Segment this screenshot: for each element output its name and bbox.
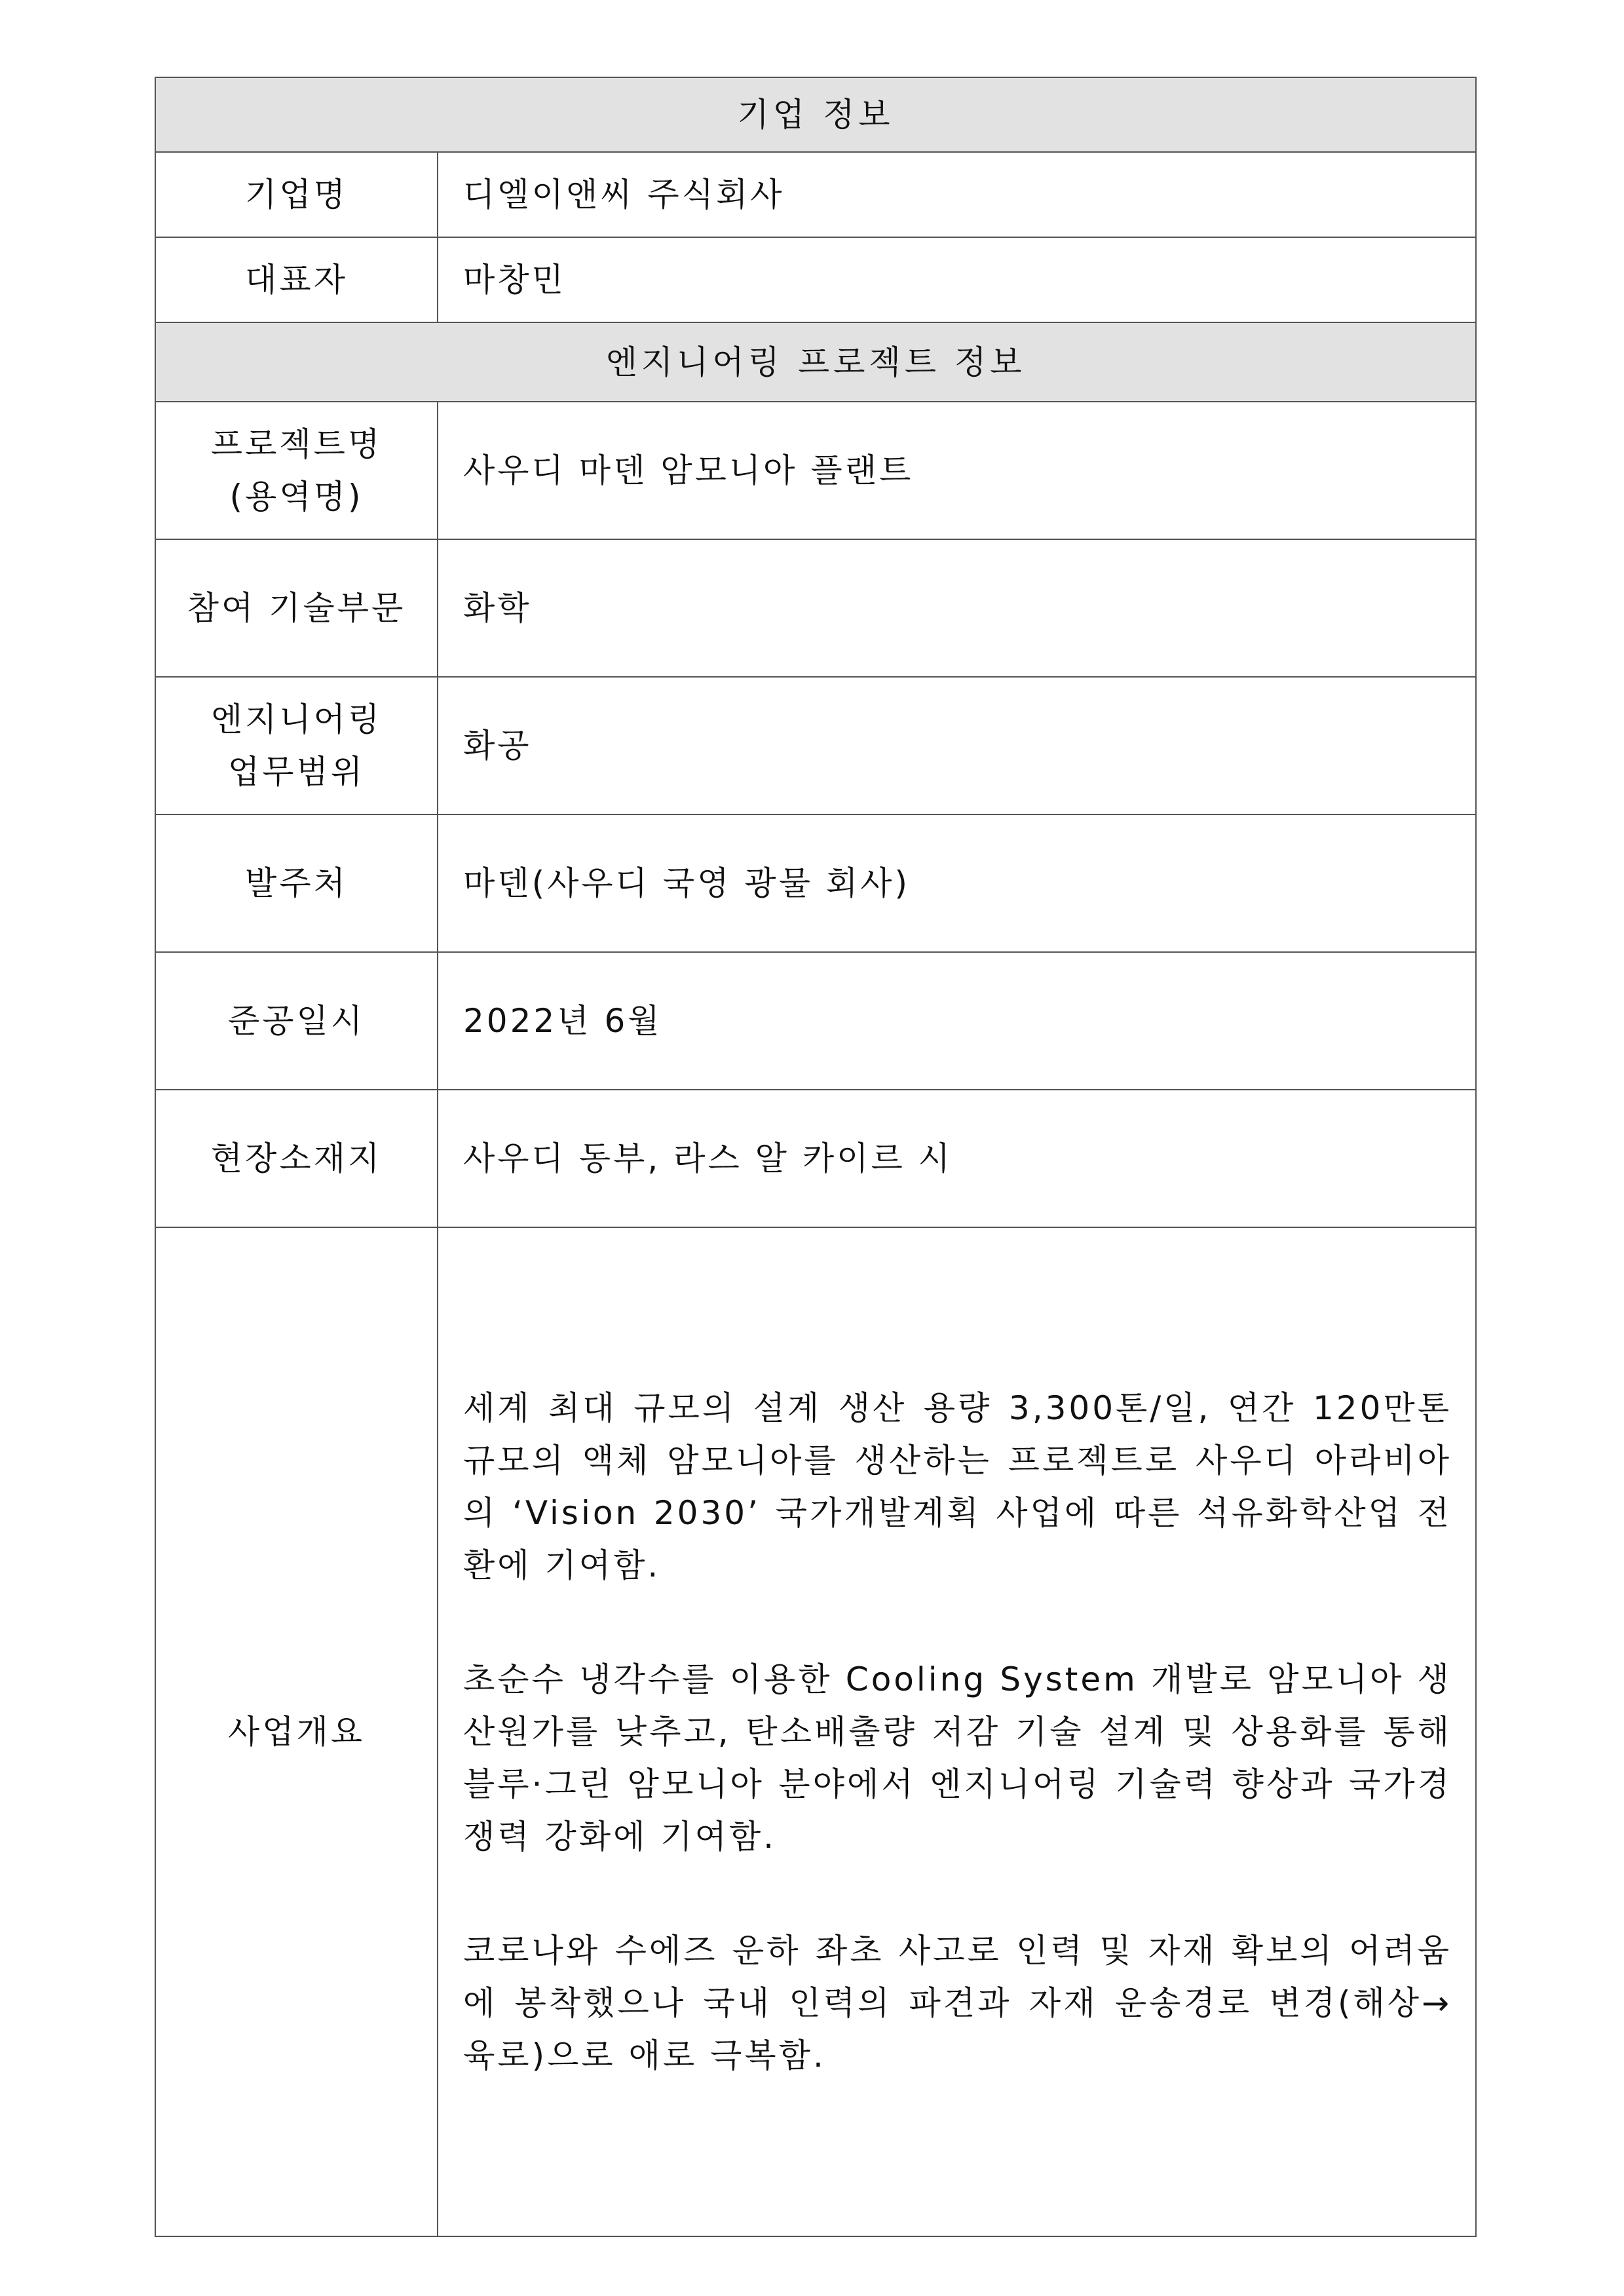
table-row	[155, 152, 1476, 237]
ceo-value: 마창민	[438, 237, 1476, 322]
table-row	[155, 677, 1476, 814]
scope-label-line1: 엔지니어링	[210, 700, 383, 738]
project-name-label-line2: (용역명)	[229, 478, 364, 516]
overview-paragraph-3: 코로나와 수에즈 운하 좌초 사고로 인력 및 자재 확보의 어려움에 봉착했으나 국내 인력의 파견과 자재 운송경로 변경(해상→육로)으로 애로 극복함.	[463, 1932, 1452, 2075]
ceo-label: 대표자	[155, 237, 438, 322]
table-row	[155, 952, 1476, 1090]
table-row	[155, 1090, 1476, 1227]
scope-label-line2: 업무범위	[227, 753, 366, 791]
location-label: 현장소재지	[155, 1090, 438, 1227]
location-value: 사우디 동부, 라스 알 카이르 시	[438, 1090, 1476, 1227]
scope-value: 화공	[438, 677, 1476, 814]
completion-value: 2022년 6월	[438, 952, 1476, 1090]
overview-label: 사업개요	[155, 1227, 438, 2236]
overview-paragraph-2: 초순수 냉각수를 이용한 Cooling System 개발로 암모니아 생산원가를 낮추고, 탄소배출량 저감 기술 설계 및 상용화를 통해 블루·그린 암모니아 분야에서 엔지니어링 기술력 향상과 국가경쟁력 강화에 기여함.	[463, 1660, 1452, 1856]
table-row	[155, 539, 1476, 677]
project-info-table	[155, 77, 1477, 2237]
table-row	[155, 814, 1476, 952]
table-row	[155, 237, 1476, 322]
tech-field-label: 참여 기술부문	[155, 539, 438, 677]
company-name-label: 기업명	[155, 152, 438, 237]
company-section-header-row	[155, 77, 1476, 152]
company-name-value: 디엘이앤씨 주식회사	[438, 152, 1476, 237]
scope-label	[155, 677, 438, 814]
overview-value	[438, 1227, 1476, 2236]
project-section-header-row	[155, 322, 1476, 402]
project-name-label	[155, 402, 438, 539]
project-section-title: 엔지니어링 프로젝트 정보	[155, 322, 1476, 402]
overview-paragraph-1: 세계 최대 규모의 설계 생산 용량 3,300톤/일, 연간 120만톤 규모의 액체 암모니아를 생산하는 프로젝트로 사우디 아라비아의 ‘Vision 2030’ 국가개발계획 사업에 따른 석유화학산업 전환에 기여함.	[463, 1389, 1452, 1584]
client-label: 발주처	[155, 814, 438, 952]
company-section-title: 기업 정보	[155, 77, 1476, 152]
table-row	[155, 1227, 1476, 2236]
tech-field-value: 화학	[438, 539, 1476, 677]
table-row	[155, 402, 1476, 539]
project-name-label-line1: 프로젝트명	[210, 425, 383, 463]
completion-label: 준공일시	[155, 952, 438, 1090]
client-value: 마덴(사우디 국영 광물 회사)	[438, 814, 1476, 952]
project-name-value: 사우디 마덴 암모니아 플랜트	[438, 402, 1476, 539]
